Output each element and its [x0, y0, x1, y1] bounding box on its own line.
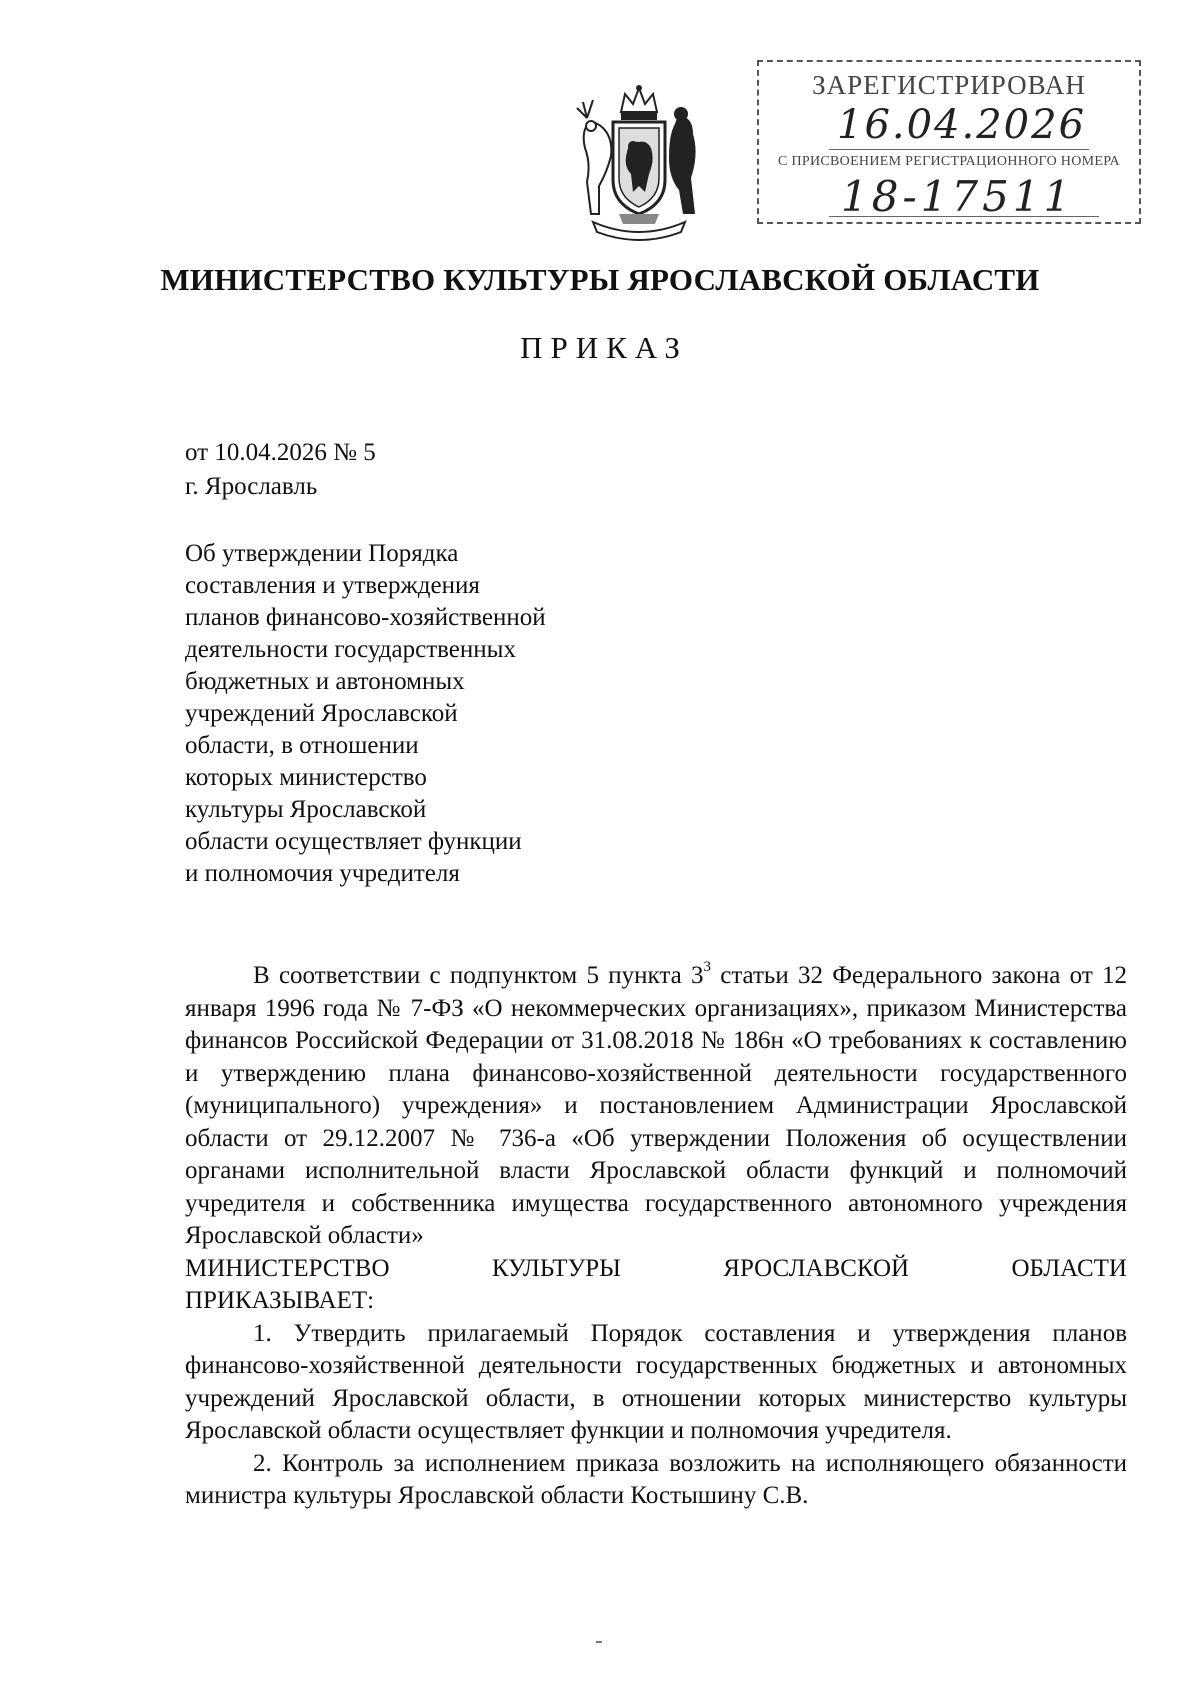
- subject-line: составления и утверждения: [185, 572, 480, 599]
- subject-line: которых министерство: [185, 764, 427, 791]
- stamp-registration-number: 18-17511: [841, 172, 1075, 221]
- subject-line: Об утверждении Порядка: [185, 540, 459, 567]
- document-meta: [185, 436, 376, 504]
- directive-verb: ПРИКАЗЫВАЕТ:: [185, 1287, 375, 1314]
- document-type-title: ПРИКАЗ: [520, 330, 688, 365]
- subject-line: деятельности государственных: [185, 636, 516, 663]
- preamble-text-start: В соответствии с подпунктом 5 пункта 3: [253, 962, 704, 989]
- directive-line: МИНИСТЕРСТВО КУЛЬТУРЫ ЯРОСЛАВСКОЙ ОБЛАСТИ: [185, 1254, 1127, 1282]
- subject-line: и полномочия учредителя: [185, 860, 460, 887]
- preamble-text-end: статьи 32 Федерального закона от 12 января 1996 года № 7-ФЗ «О некоммерческих организациях», приказом Министерства финансов Российской Федерации от 31.08.2018 № 186н «О требованиях к составлению и утверждению плана финансово-хозяйственной деятельности государственного (муниципального) учреждения» и постановлением Администрации Ярославской области от 29.12.2007 № 736-а «Об утверждении Положения об осуществлении органами исполнительной власти Ярославской области функций и полномочий учредителя и собственника имущества государственного автономного учреждения Ярославской области»: [185, 962, 1128, 1249]
- document-city: г. Ярославль: [185, 473, 318, 500]
- document-body: [185, 960, 1127, 1513]
- stamp-subtitle: С ПРИСВОЕНИЕМ РЕГИСТРАЦИОННОГО НОМЕРА: [778, 154, 1120, 169]
- stamp-date: 16.04.2026: [837, 102, 1087, 148]
- stamp-number-line: [829, 216, 1099, 217]
- document-date-number: от 10.04.2026 № 5: [185, 439, 376, 466]
- page-footer-mark: [596, 1641, 602, 1643]
- stamp-title: ЗАРЕГИСТРИРОВАН: [812, 70, 1086, 100]
- order-item-2: 2. Контроль за исполнением приказа возложить на исполняющего обязанности министра культуры Ярославской области Костышину С.В.: [185, 1449, 1127, 1509]
- coat-of-arms-emblem: [573, 82, 705, 244]
- subject-line: культуры Ярославской: [185, 796, 427, 823]
- registration-stamp: [757, 60, 1141, 224]
- ministry-heading: МИНИСТЕРСТВО КУЛЬТУРЫ ЯРОСЛАВСКОЙ ОБЛАСТИ: [160, 262, 1040, 297]
- document-subject: [185, 538, 546, 890]
- subject-line: области, в отношении: [185, 732, 419, 759]
- subject-line: учреждений Ярославской: [185, 700, 458, 727]
- order-item-1: 1. Утвердить прилагаемый Порядок составления и утверждения планов финансово-хозяйственной деятельности государственных бюджетных и автономных учреждений Ярославской области, в отношении которых министерство культуры Ярославской области осуществляет функции и полномочия учредителя.: [185, 1319, 1127, 1444]
- subject-line: области осуществляет функции: [185, 828, 522, 855]
- subject-line: бюджетных и автономных: [185, 668, 465, 695]
- preamble-superscript: 3: [703, 958, 711, 975]
- preamble-paragraph: [185, 960, 1127, 1253]
- stamp-date-line: [829, 149, 1089, 150]
- subject-line: планов финансово-хозяйственной: [185, 604, 546, 631]
